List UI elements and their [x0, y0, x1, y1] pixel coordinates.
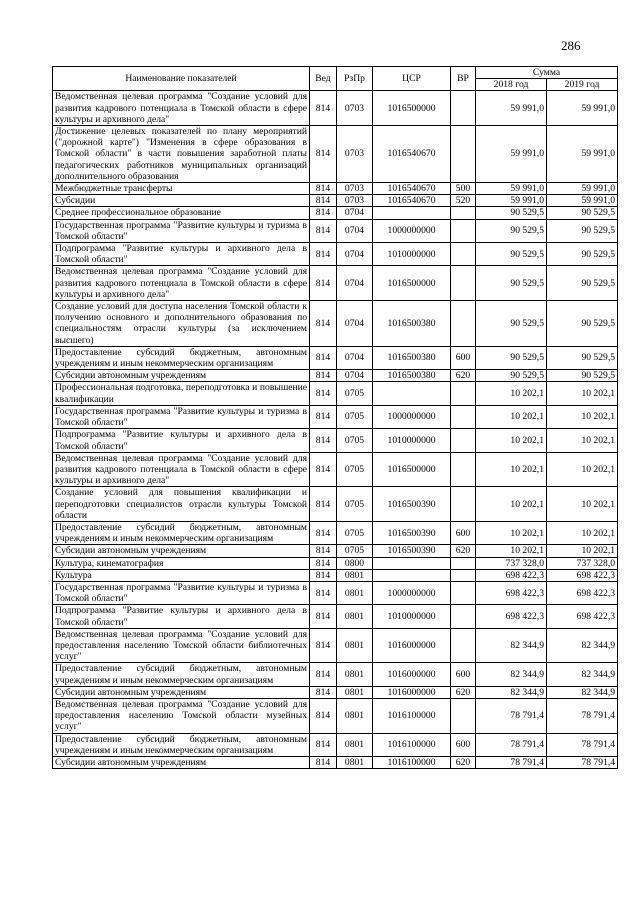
row-sum-2019: 90 529,5	[547, 266, 618, 301]
header-vr: ВР	[451, 67, 476, 91]
row-csr	[373, 557, 451, 569]
row-rzpr: 0703	[337, 183, 373, 195]
row-ved: 814	[310, 487, 337, 522]
row-vr	[451, 301, 476, 347]
row-csr: 1016000000	[373, 686, 451, 698]
table-row	[53, 219, 618, 242]
row-csr: 1016100000	[373, 733, 451, 756]
row-name: Предоставление субсидий бюджетным, автономным учреждениям и иным некоммерческим организациям	[53, 663, 310, 686]
row-sum-2018: 90 529,5	[476, 370, 547, 382]
row-vr	[451, 487, 476, 522]
row-csr	[373, 382, 451, 405]
row-vr: 600	[451, 346, 476, 369]
row-sum-2019: 90 529,5	[547, 370, 618, 382]
row-ved: 814	[310, 628, 337, 663]
row-name: Субсидии автономным учреждениям	[53, 370, 310, 382]
row-sum-2018: 90 529,5	[476, 243, 547, 266]
table-row	[53, 569, 618, 581]
row-sum-2018: 90 529,5	[476, 266, 547, 301]
table-row	[53, 581, 618, 604]
row-csr: 1016500380	[373, 301, 451, 347]
row-sum-2019: 82 344,9	[547, 686, 618, 698]
row-rzpr: 0705	[337, 405, 373, 428]
table-row	[53, 195, 618, 207]
row-sum-2019: 698 422,3	[547, 581, 618, 604]
row-sum-2018: 10 202,1	[476, 487, 547, 522]
row-sum-2018: 78 791,4	[476, 733, 547, 756]
table-row	[53, 663, 618, 686]
row-sum-2018: 82 344,9	[476, 628, 547, 663]
row-rzpr: 0704	[337, 207, 373, 219]
row-ved: 814	[310, 452, 337, 487]
row-rzpr: 0703	[337, 126, 373, 183]
row-rzpr: 0801	[337, 628, 373, 663]
table-row	[53, 346, 618, 369]
row-rzpr: 0703	[337, 195, 373, 207]
row-name: Государственная программа "Развитие культуры и туризма в Томской области"	[53, 219, 310, 242]
row-vr	[451, 581, 476, 604]
budget-table	[52, 66, 618, 769]
row-ved: 814	[310, 405, 337, 428]
row-rzpr: 0801	[337, 663, 373, 686]
row-sum-2018: 59 991,0	[476, 91, 547, 126]
header-name: Наименование показателей	[53, 67, 310, 91]
row-csr: 1010000000	[373, 243, 451, 266]
row-rzpr: 0800	[337, 557, 373, 569]
row-sum-2019: 90 529,5	[547, 301, 618, 347]
row-vr	[451, 569, 476, 581]
row-csr: 1016500390	[373, 487, 451, 522]
row-sum-2018: 698 422,3	[476, 581, 547, 604]
row-sum-2019: 10 202,1	[547, 487, 618, 522]
row-vr	[451, 91, 476, 126]
row-sum-2019: 59 991,0	[547, 126, 618, 183]
row-name: Государственная программа "Развитие культуры и туризма в Томской области"	[53, 581, 310, 604]
table-row	[53, 91, 618, 126]
row-ved: 814	[310, 243, 337, 266]
row-rzpr: 0704	[337, 243, 373, 266]
row-vr	[451, 243, 476, 266]
table-row	[53, 698, 618, 733]
row-ved: 814	[310, 207, 337, 219]
row-sum-2018: 82 344,9	[476, 663, 547, 686]
row-sum-2018: 698 422,3	[476, 569, 547, 581]
table-row	[53, 370, 618, 382]
row-sum-2018: 10 202,1	[476, 382, 547, 405]
row-ved: 814	[310, 126, 337, 183]
row-csr	[373, 569, 451, 581]
row-ved: 814	[310, 370, 337, 382]
row-sum-2018: 10 202,1	[476, 521, 547, 544]
row-csr: 1016500000	[373, 452, 451, 487]
row-rzpr: 0801	[337, 698, 373, 733]
row-ved: 814	[310, 91, 337, 126]
row-vr: 620	[451, 545, 476, 557]
row-sum-2018: 90 529,5	[476, 219, 547, 242]
row-vr: 500	[451, 183, 476, 195]
row-csr: 1010000000	[373, 605, 451, 628]
row-ved: 814	[310, 219, 337, 242]
table-row	[53, 243, 618, 266]
row-rzpr: 0704	[337, 266, 373, 301]
row-sum-2019: 59 991,0	[547, 183, 618, 195]
row-sum-2019: 10 202,1	[547, 452, 618, 487]
row-sum-2019: 59 991,0	[547, 91, 618, 126]
table-row	[53, 405, 618, 428]
row-vr: 600	[451, 521, 476, 544]
row-rzpr: 0704	[337, 219, 373, 242]
table-row	[53, 557, 618, 569]
row-name: Создание условий для повышения квалификации и переподготовки специалистов отрасли культуры Томской области	[53, 487, 310, 522]
row-name: Ведомственная целевая программа "Создание условий для предоставления населению Томской области музейных услуг"	[53, 698, 310, 733]
row-vr	[451, 266, 476, 301]
row-sum-2018: 90 529,5	[476, 301, 547, 347]
row-rzpr: 0705	[337, 382, 373, 405]
header-csr: ЦСР	[373, 67, 451, 91]
row-vr	[451, 219, 476, 242]
row-rzpr: 0705	[337, 545, 373, 557]
row-vr: 600	[451, 663, 476, 686]
row-ved: 814	[310, 183, 337, 195]
row-sum-2018: 10 202,1	[476, 452, 547, 487]
row-rzpr: 0801	[337, 686, 373, 698]
row-name: Достижение целевых показателей по плану мероприятий ("дорожной карте") "Изменения в сфере образования в Томской области" в части повышения заработной платы педагогических работников муниципальных организаций дополнительного образования	[53, 126, 310, 183]
row-sum-2018: 78 791,4	[476, 756, 547, 768]
row-csr: 1016100000	[373, 756, 451, 768]
table-row	[53, 429, 618, 452]
row-name: Субсидии автономным учреждениям	[53, 756, 310, 768]
row-sum-2019: 698 422,3	[547, 605, 618, 628]
row-sum-2018: 90 529,5	[476, 346, 547, 369]
row-sum-2018: 10 202,1	[476, 545, 547, 557]
row-csr: 1016000000	[373, 663, 451, 686]
row-sum-2019: 698 422,3	[547, 569, 618, 581]
row-rzpr: 0703	[337, 91, 373, 126]
row-name: Профессиональная подготовка, переподготовка и повышение квалификации	[53, 382, 310, 405]
row-ved: 814	[310, 733, 337, 756]
row-sum-2019: 10 202,1	[547, 545, 618, 557]
row-csr: 1000000000	[373, 405, 451, 428]
table-row	[53, 487, 618, 522]
row-name: Предоставление субсидий бюджетным, автономным учреждениям и иным некоммерческим организациям	[53, 346, 310, 369]
row-name: Подпрограмма "Развитие культуры и архивного дела в Томской области"	[53, 243, 310, 266]
table-row	[53, 545, 618, 557]
row-rzpr: 0801	[337, 733, 373, 756]
row-rzpr: 0801	[337, 581, 373, 604]
row-ved: 814	[310, 521, 337, 544]
row-sum-2018: 59 991,0	[476, 195, 547, 207]
table-row	[53, 733, 618, 756]
row-vr	[451, 382, 476, 405]
row-rzpr: 0705	[337, 521, 373, 544]
row-name: Ведомственная целевая программа "Создание условий для развития кадрового потенциала в Томской области в сфере культуры и архивного дела"	[53, 266, 310, 301]
row-csr: 1016500380	[373, 370, 451, 382]
table-row	[53, 126, 618, 183]
row-csr: 1016500390	[373, 545, 451, 557]
table-row	[53, 452, 618, 487]
row-vr	[451, 557, 476, 569]
row-sum-2018: 90 529,5	[476, 207, 547, 219]
row-sum-2018: 59 991,0	[476, 183, 547, 195]
row-sum-2019: 78 791,4	[547, 733, 618, 756]
row-name: Подпрограмма "Развитие культуры и архивного дела в Томской области"	[53, 429, 310, 452]
row-csr: 1016000000	[373, 628, 451, 663]
table-row	[53, 628, 618, 663]
row-sum-2019: 78 791,4	[547, 698, 618, 733]
row-name: Среднее профессиональное образование	[53, 207, 310, 219]
table-row	[53, 382, 618, 405]
row-vr: 600	[451, 733, 476, 756]
row-vr	[451, 698, 476, 733]
row-rzpr: 0801	[337, 605, 373, 628]
table-row	[53, 756, 618, 768]
row-sum-2019: 90 529,5	[547, 243, 618, 266]
header-rzpr: РзПр	[337, 67, 373, 91]
row-sum-2019: 10 202,1	[547, 382, 618, 405]
row-name: Субсидии автономным учреждениям	[53, 686, 310, 698]
row-sum-2018: 78 791,4	[476, 698, 547, 733]
table-row	[53, 207, 618, 219]
row-sum-2019: 78 791,4	[547, 756, 618, 768]
row-rzpr: 0704	[337, 301, 373, 347]
row-rzpr: 0704	[337, 346, 373, 369]
row-vr	[451, 126, 476, 183]
row-ved: 814	[310, 429, 337, 452]
table-row	[53, 521, 618, 544]
row-sum-2019: 10 202,1	[547, 521, 618, 544]
row-csr: 1016500000	[373, 266, 451, 301]
row-ved: 814	[310, 557, 337, 569]
row-name: Ведомственная целевая программа "Создание условий для развития кадрового потенциала в Томской области в сфере культуры и архивного дела"	[53, 91, 310, 126]
row-csr: 1000000000	[373, 219, 451, 242]
row-csr: 1016500000	[373, 91, 451, 126]
row-csr: 1016500380	[373, 346, 451, 369]
row-ved: 814	[310, 756, 337, 768]
row-ved: 814	[310, 545, 337, 557]
row-sum-2019: 90 529,5	[547, 207, 618, 219]
row-name: Межбюджетные трансферты	[53, 183, 310, 195]
table-row	[53, 301, 618, 347]
row-vr	[451, 405, 476, 428]
row-ved: 814	[310, 382, 337, 405]
row-vr: 620	[451, 370, 476, 382]
row-vr: 620	[451, 686, 476, 698]
header-ved: Вед	[310, 67, 337, 91]
row-ved: 814	[310, 569, 337, 581]
row-sum-2018: 59 991,0	[476, 126, 547, 183]
row-name: Ведомственная целевая программа "Создание условий для предоставления населению Томской области библиотечных услуг"	[53, 628, 310, 663]
row-sum-2018: 698 422,3	[476, 605, 547, 628]
row-csr: 1000000000	[373, 581, 451, 604]
row-vr	[451, 605, 476, 628]
row-ved: 814	[310, 301, 337, 347]
row-rzpr: 0801	[337, 756, 373, 768]
table-row	[53, 183, 618, 195]
row-ved: 814	[310, 605, 337, 628]
row-vr	[451, 429, 476, 452]
row-rzpr: 0705	[337, 452, 373, 487]
row-vr: 620	[451, 756, 476, 768]
row-sum-2018: 10 202,1	[476, 429, 547, 452]
row-rzpr: 0705	[337, 487, 373, 522]
row-name: Субсидии автономным учреждениям	[53, 545, 310, 557]
table-body	[53, 91, 618, 769]
page-number: 286	[561, 38, 581, 53]
row-sum-2019: 59 991,0	[547, 195, 618, 207]
table-row	[53, 266, 618, 301]
header-2018: 2018 год	[476, 79, 547, 91]
row-ved: 814	[310, 698, 337, 733]
row-ved: 814	[310, 581, 337, 604]
row-name: Субсидии	[53, 195, 310, 207]
row-csr: 1010000000	[373, 429, 451, 452]
row-sum-2018: 737 328,0	[476, 557, 547, 569]
row-name: Предоставление субсидий бюджетным, автономным учреждениям и иным некоммерческим организациям	[53, 733, 310, 756]
row-csr: 1016540670	[373, 195, 451, 207]
row-sum-2019: 737 328,0	[547, 557, 618, 569]
row-csr: 1016500390	[373, 521, 451, 544]
table-row	[53, 605, 618, 628]
row-sum-2019: 10 202,1	[547, 429, 618, 452]
row-sum-2019: 90 529,5	[547, 346, 618, 369]
row-csr: 1016540670	[373, 126, 451, 183]
row-vr	[451, 452, 476, 487]
row-ved: 814	[310, 195, 337, 207]
row-rzpr: 0704	[337, 370, 373, 382]
row-vr	[451, 207, 476, 219]
row-rzpr: 0801	[337, 569, 373, 581]
row-sum-2018: 10 202,1	[476, 405, 547, 428]
row-ved: 814	[310, 266, 337, 301]
row-ved: 814	[310, 346, 337, 369]
row-csr: 1016540670	[373, 183, 451, 195]
row-ved: 814	[310, 686, 337, 698]
table-row	[53, 686, 618, 698]
row-name: Подпрограмма "Развитие культуры и архивного дела в Томской области"	[53, 605, 310, 628]
header-2019: 2019 год	[547, 79, 618, 91]
row-csr: 1016100000	[373, 698, 451, 733]
row-vr: 520	[451, 195, 476, 207]
row-vr	[451, 628, 476, 663]
row-name: Предоставление субсидий бюджетным, автономным учреждениям и иным некоммерческим организациям	[53, 521, 310, 544]
row-csr	[373, 207, 451, 219]
header-sum: Сумма	[476, 67, 618, 79]
row-name: Создание условий для доступа населения Томской области к получению основного и дополнительного образования по специальностям отрасли культуры (за исключением высшего)	[53, 301, 310, 347]
row-sum-2019: 10 202,1	[547, 405, 618, 428]
row-sum-2019: 82 344,9	[547, 663, 618, 686]
row-name: Культура, кинематография	[53, 557, 310, 569]
row-sum-2019: 90 529,5	[547, 219, 618, 242]
row-ved: 814	[310, 663, 337, 686]
row-name: Государственная программа "Развитие культуры и туризма в Томской области"	[53, 405, 310, 428]
row-sum-2019: 82 344,9	[547, 628, 618, 663]
row-rzpr: 0705	[337, 429, 373, 452]
table-header	[53, 67, 618, 91]
row-sum-2018: 82 344,9	[476, 686, 547, 698]
row-name: Культура	[53, 569, 310, 581]
row-name: Ведомственная целевая программа "Создание условий для развития кадрового потенциала в Томской области в сфере культуры и архивного дела"	[53, 452, 310, 487]
